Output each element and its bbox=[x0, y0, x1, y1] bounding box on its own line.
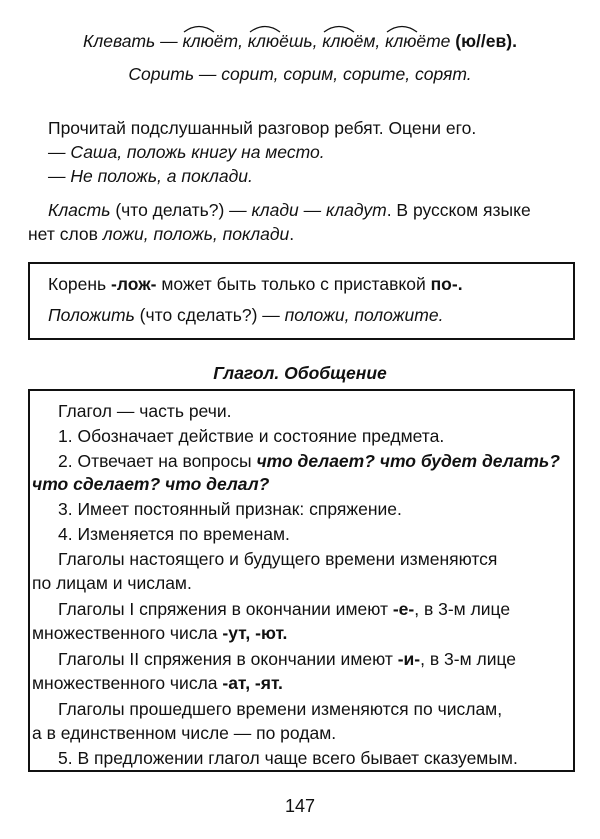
dialogue-line-1 bbox=[48, 142, 325, 163]
root-rule-lead: Корень bbox=[48, 274, 112, 294]
root-rule-root: -лож- bbox=[111, 274, 157, 294]
summary-line-11-lead: Глаголы II спряжения в окончании имеют bbox=[58, 649, 398, 669]
summary-line-9-ending: -е- bbox=[392, 599, 415, 619]
root-arc-kluyom bbox=[322, 23, 356, 33]
summary-line-9-lead: Глаголы I спряжения в окончании имеют bbox=[58, 599, 393, 619]
sep3: , bbox=[375, 31, 386, 51]
sorit-line bbox=[0, 64, 600, 85]
klast-line-2 bbox=[28, 224, 294, 245]
summary-line-4 bbox=[32, 474, 269, 495]
sorit-text: Сорить — сорит, сорим, сорите, сорят. bbox=[128, 64, 472, 84]
summary-line-10 bbox=[32, 623, 287, 644]
klast-forms: клади — кладут bbox=[251, 200, 387, 220]
klevat-lead: Клевать — bbox=[83, 31, 183, 51]
root-rule-prefix: по- bbox=[430, 274, 458, 294]
summary-line-8: по лицам и числам. bbox=[32, 573, 192, 593]
summary-line-10-endings: -ут, -ют. bbox=[222, 623, 288, 643]
summary-line-14: а в единственном числе — по родам. bbox=[32, 723, 337, 743]
root-rule-end: . bbox=[457, 274, 463, 294]
klast-rest: . В русском языке bbox=[386, 200, 531, 220]
root-arc-kluyot bbox=[182, 23, 216, 33]
kluyom-word: клюём bbox=[322, 31, 375, 51]
summary-line-1: Глагол — часть речи. bbox=[58, 401, 232, 421]
summary-line-12-lead: множественного числа bbox=[32, 673, 223, 693]
summary-line-5: 3. Имеет постоянный признак: спряжение. bbox=[58, 499, 402, 519]
summary-line-13: Глаголы прошедшего времени изменяются по числам, bbox=[58, 699, 503, 719]
klast-question: (что делать?) — bbox=[110, 200, 252, 220]
root-rule-example bbox=[48, 305, 443, 326]
summary-line-15: 5. В предложении глагол чаще всего бывает сказуемым. bbox=[58, 748, 518, 768]
summary-title bbox=[0, 363, 600, 384]
dialogue-line-2-text: — Не положь, а поклади. bbox=[48, 166, 253, 186]
root-arc-kluyosh bbox=[248, 23, 282, 33]
summary-line-12 bbox=[32, 673, 283, 694]
summary-title-text: Глагол. Обобщение bbox=[213, 363, 387, 383]
page-number: 147 bbox=[284, 796, 316, 816]
example-word: Положить bbox=[48, 305, 135, 325]
summary-line-3-questions: что делает? что будет делать? bbox=[256, 451, 560, 471]
summary-line-3-lead: 2. Отвечает на вопросы bbox=[58, 451, 257, 471]
example-forms: положи, положите bbox=[284, 305, 439, 325]
summary-line-3 bbox=[58, 451, 560, 472]
summary-line-11 bbox=[58, 649, 516, 670]
klast-line-1 bbox=[48, 200, 531, 221]
root-rule-mid: может быть только с приставкой bbox=[156, 274, 431, 294]
root-rule-line bbox=[48, 274, 463, 295]
example-question: (что сделать?) — bbox=[134, 305, 285, 325]
summary-line-10-lead: множественного числа bbox=[32, 623, 223, 643]
summary-line-12-endings: -ат, -ят. bbox=[222, 673, 283, 693]
kluyot-word: клюёт bbox=[182, 31, 238, 51]
summary-line-11-ending: -и- bbox=[397, 649, 421, 669]
dialogue-intro: Прочитай подслушанный разговор ребят. Оцени его. bbox=[48, 118, 477, 138]
example-end: . bbox=[438, 305, 444, 325]
sep1: , bbox=[238, 31, 248, 51]
summary-line-7: Глаголы настоящего и будущего времени изменяются bbox=[58, 549, 498, 569]
conjugation-klevat-line bbox=[0, 31, 600, 52]
summary-line-2: 1. Обозначает действие и состояние предмета. bbox=[58, 426, 445, 446]
kluyosh-word: клюёшь bbox=[248, 31, 313, 51]
summary-line-4-questions: что сделает? что делал? bbox=[32, 474, 270, 494]
summary-line-6: 4. Изменяется по временам. bbox=[58, 524, 290, 544]
root-arc-kluyote bbox=[385, 23, 419, 33]
kluyote-word: клюёте bbox=[385, 31, 450, 51]
klast-line2-lead: нет слов bbox=[28, 224, 103, 244]
summary-line-11-rest: , в 3-м лице bbox=[420, 649, 517, 669]
suffix-note: (ю//ев). bbox=[450, 31, 517, 51]
klast-word: Класть bbox=[48, 200, 111, 220]
summary-line-9-rest: , в 3-м лице bbox=[414, 599, 511, 619]
summary-line-9 bbox=[58, 599, 510, 620]
dialogue-line-2 bbox=[48, 166, 253, 187]
sep2: , bbox=[312, 31, 323, 51]
klast-line2-end: . bbox=[289, 224, 295, 244]
dialogue-line-1-text: — Саша, положь книгу на место. bbox=[48, 142, 325, 162]
klast-line2-words: ложи, положь, поклади bbox=[102, 224, 290, 244]
